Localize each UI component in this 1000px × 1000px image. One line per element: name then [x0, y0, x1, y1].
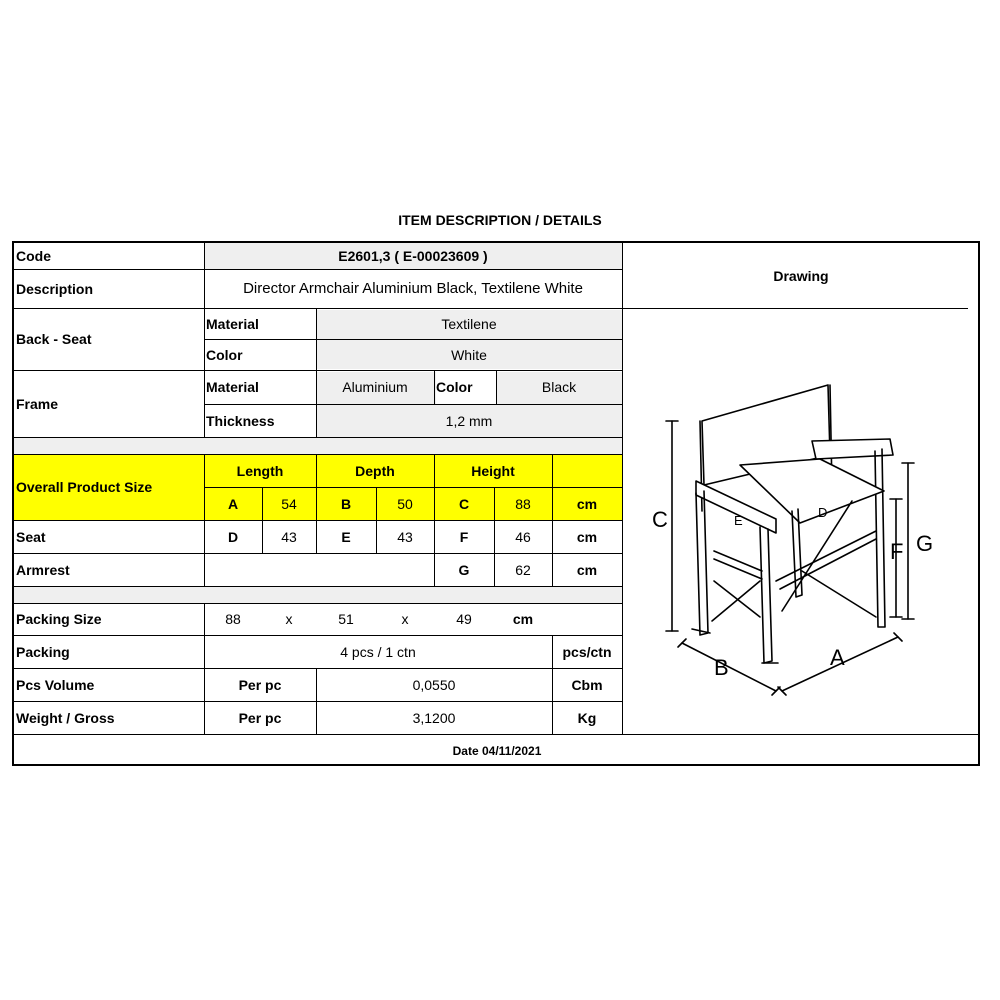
chair-drawing [652, 381, 952, 701]
description-label: Description [16, 280, 94, 297]
volume-value: 0,0550 [412, 676, 456, 693]
height-label: Height [471, 462, 515, 479]
seat-unit: cm [576, 528, 598, 545]
armrest-unit: cm [576, 561, 598, 578]
f-value: 46 [515, 528, 531, 545]
e-value: 43 [397, 528, 413, 545]
d-label: D [227, 528, 239, 545]
b-label: B [340, 495, 352, 512]
drawing-letter-a: A [830, 645, 845, 670]
drawing-letter-b: B [714, 655, 729, 680]
g-label: G [458, 561, 470, 578]
drawing-label: Drawing [773, 267, 829, 284]
description-value: Director Armchair Aluminium Black, Textilene White [243, 280, 583, 297]
frame-thickness-value: 1,2 mm [445, 412, 493, 429]
weight-label: Weight / Gross [16, 709, 115, 726]
page-title: ITEM DESCRIPTION / DETAILS [398, 212, 602, 228]
volume-label: Pcs Volume [16, 676, 95, 693]
drawing-letter-f: F [890, 539, 904, 564]
overall-size-label: Overall Product Size [16, 479, 153, 495]
frame-color-value: Black [541, 379, 577, 395]
packing-value: 4 pcs / 1 ctn [340, 643, 416, 660]
volume-unit: Cbm [571, 676, 603, 693]
c-label: C [458, 495, 470, 512]
drawing-letter-e: E [734, 513, 743, 528]
frame-thickness-label: Thickness [206, 412, 275, 429]
weight-unit: Kg [577, 709, 597, 726]
length-label: Length [236, 462, 284, 479]
drawing-letter-d: D [818, 505, 828, 520]
packing-length: 88 [225, 611, 241, 627]
overall-unit: cm [576, 495, 598, 512]
a-label: A [227, 495, 239, 512]
g-value: 62 [515, 561, 531, 578]
weight-value: 3,1200 [412, 709, 456, 726]
a-value: 54 [281, 495, 297, 512]
drawing-letter-c: C [652, 507, 668, 532]
back-seat-color-value: White [451, 346, 487, 363]
weight-per: Per pc [238, 709, 282, 726]
c-value: 88 [515, 495, 531, 512]
frame-material-value: Aluminium [342, 379, 408, 395]
e-label: E [341, 528, 351, 545]
frame-label: Frame [16, 395, 59, 412]
packing-size-unit: cm [512, 611, 534, 627]
packing-width: 51 [338, 611, 354, 627]
back-seat-color-label: Color [206, 346, 243, 363]
volume-per: Per pc [238, 676, 282, 693]
code-value: E2601,3 ( E-00023609 ) [338, 248, 488, 264]
spacer-shade [14, 437, 622, 455]
back-seat-material-value: Textilene [441, 315, 497, 332]
packing-size-label: Packing Size [16, 611, 102, 627]
back-seat-label: Back - Seat [16, 331, 92, 347]
spacer-shade-2 [14, 586, 622, 604]
frame-material-label: Material [206, 379, 259, 395]
date-label: Date 04/11/2021 [452, 743, 542, 758]
depth-label: Depth [355, 462, 395, 479]
packing-x-2: x [401, 611, 409, 627]
b-value: 50 [397, 495, 413, 512]
packing-unit: pcs/ctn [562, 643, 612, 660]
f-label: F [459, 528, 469, 545]
code-label: Code [16, 248, 51, 264]
seat-label: Seat [16, 528, 46, 545]
packing-label: Packing [16, 643, 70, 660]
packing-height: 49 [456, 611, 472, 627]
back-seat-material-label: Material [206, 315, 259, 332]
packing-x-1: x [285, 611, 293, 627]
d-value: 43 [281, 528, 297, 545]
drawing-letter-g: G [916, 531, 934, 556]
frame-color-label: Color [436, 379, 473, 395]
armrest-label: Armrest [16, 561, 70, 578]
